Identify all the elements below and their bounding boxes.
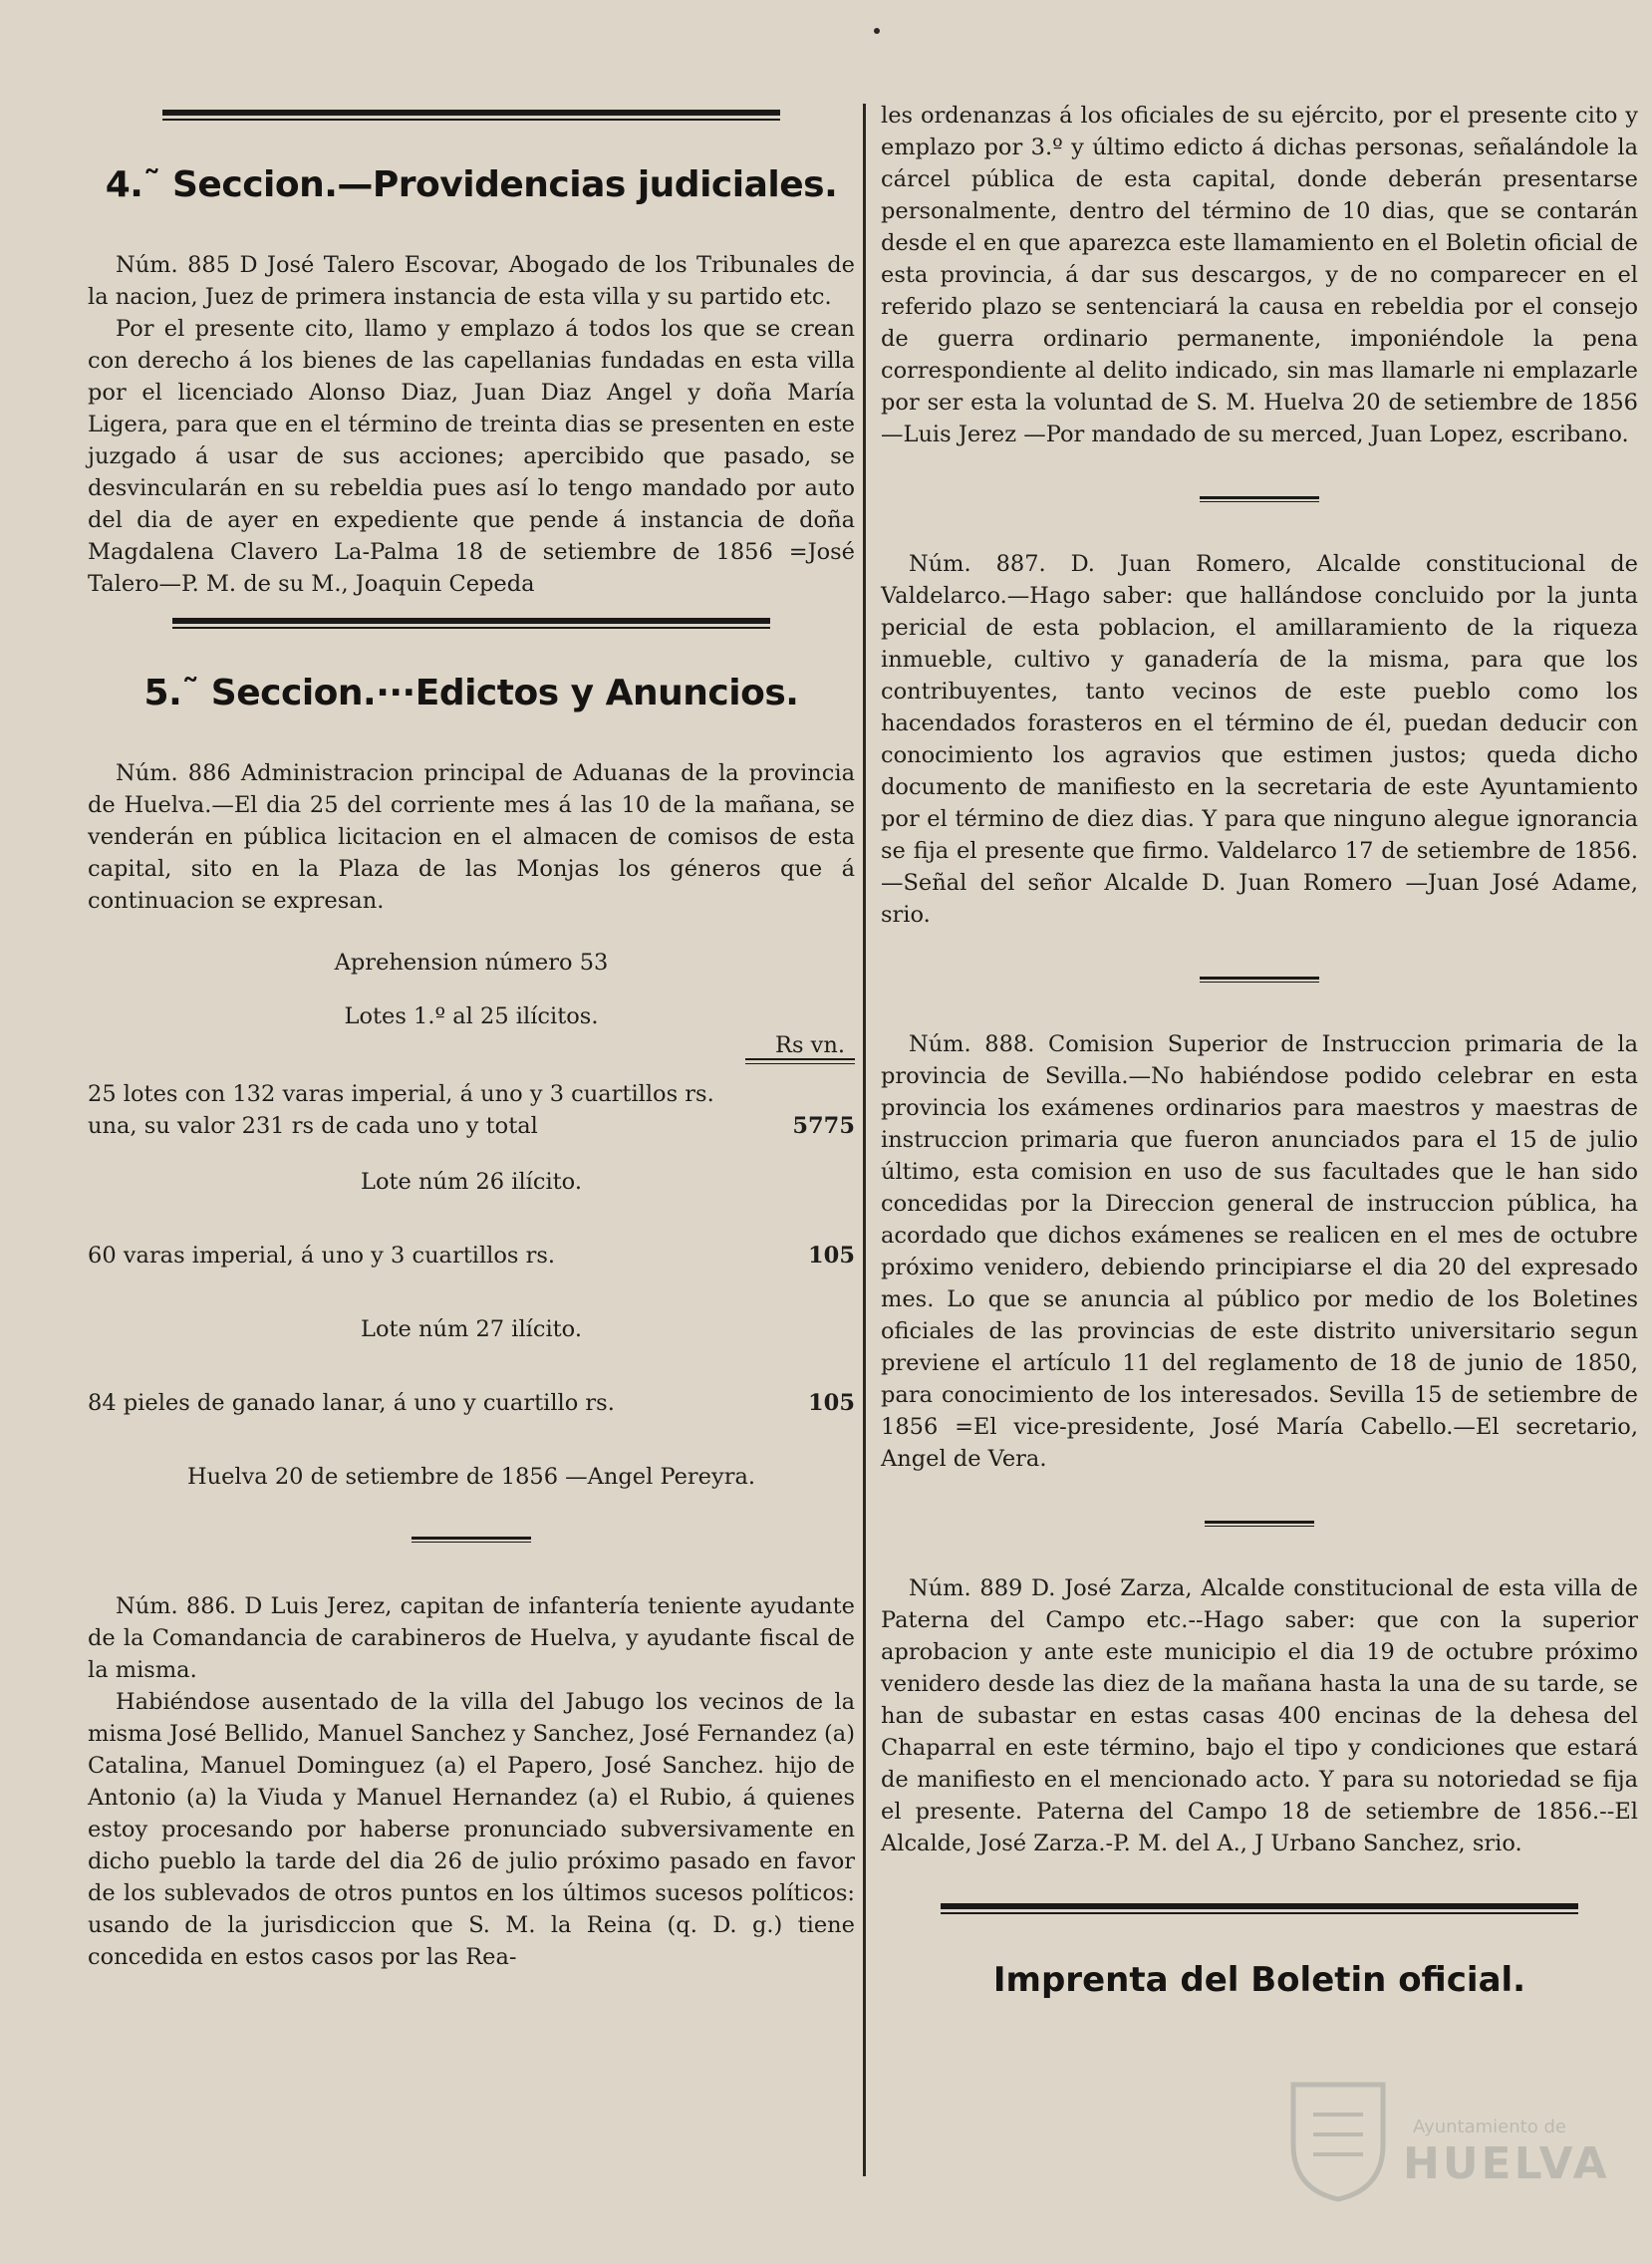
signature-886: Huelva 20 de setiembre de 1856 —Angel Pereyra. <box>186 1464 756 1490</box>
section-5-title: 5.˜ Seccion.···Edictos y Anuncios. <box>143 673 799 713</box>
notice-886-continuation: les ordenanzas á los oficiales de su ejército, por el presente cito y emplazo por 3.º y último edicto á dichas personas, señalándole la cárcel pública de esta capital, donde deberán presentarse personalmente, dentro del término de 10 dias, que se contarán desde el en que aparezca este llamamiento en el Boletin oficial de esta provincia, á dar sus descargos, y de no comparecer en el referido plazo se sentenciará la causa en rebeldia por el consejo de guerra ordinario permanente, imponiéndole la pena correspondiente al delito indicado, sin mas llamarle ni emplazarle por ser esta la voluntad de S. M. Huelva 20 de setiembre de 1856 —Luis Jerez —Por mandado de su merced, Juan Lopez, escribano. <box>881 103 1638 447</box>
watermark-big-text: HUELVA <box>1403 2138 1610 2189</box>
column-divider <box>863 104 866 2176</box>
separator-rule <box>412 1537 531 1543</box>
separator-rule <box>1205 1521 1314 1527</box>
item-description: 25 lotes con 132 varas imperial, á uno y 3 cuartillos rs. una, su valor 231 rs de cada uno y total <box>88 1081 714 1139</box>
list-item <box>88 1078 855 1142</box>
item-description: 60 varas imperial, á uno y 3 cuartillos rs. <box>88 1243 556 1269</box>
aprehension-label: Aprehension número 53 <box>334 950 609 976</box>
notice-886-jerez-body: Habiéndose ausentado de la villa del Jabugo los vecinos de la misma José Bellido, Manuel Sanchez y Sanchez, José Fernandez (a) Catalina, Manuel Dominguez (a) el Papero, José Sanchez. hijo de Antonio (a) la Viuda y Manuel Hernandez (a) el Rubio, á quienes estoy procesando por haberse pronunciado subversivamente en dicho pueblo la tarde del dia 26 de julio próximo pasado en favor de los sublevados de otros puntos en los últimos sucesos políticos: usando de la jurisdiccion que S. M. la Reina (q. D. g.) tiene concedida en estos casos por las Rea- <box>88 1689 855 1970</box>
closing-rule <box>941 1903 1578 1914</box>
lotes-label: Lotes 1.º al 25 ilícitos. <box>344 1003 599 1029</box>
item-description: 84 pieles de ganado lanar, á uno y cuartillo rs. <box>88 1390 615 1416</box>
separator-rule <box>1200 977 1319 983</box>
section-4-title: 4.˜ Seccion.—Providencias judiciales. <box>105 164 838 205</box>
currency-rule <box>745 1058 855 1064</box>
right-column <box>881 100 1638 2000</box>
notice-888: Núm. 888. Comision Superior de Instruccion primaria de la provincia de Sevilla.—No habiéndose podido celebrar en esta provincia los exámenes ordinarios para maestros y maestras de instruccion primaria que fueron anunciados para el 15 de julio último, esta comision en uso de sus facultades que le han sido concedidas por la Direccion general de instruccion pública, ha acordado que dichos exámenes se realicen en el mes de octubre próximo venidero, debiendo principiarse el dia 20 del expresado mes. Lo que se anuncia al público por medio de los Boletines oficiales de las provincias de este distrito universitario segun previene el artículo 11 del reglamento de 18 de junio de 1850, para conocimiento de los interesados. Sevilla 15 de setiembre de 1856 =El vice-presidente, José María Cabello.—El secretario, Angel de Vera. <box>881 1031 1638 1472</box>
separator-rule <box>1200 496 1319 502</box>
notice-889: Núm. 889 D. José Zarza, Alcalde constitucional de esta villa de Paterna del Campo etc.--Hago saber: que con la superior aprobacion y ante este municipio el dia 19 de octubre próximo venidero desde las diez de la mañana hasta la una de su tarde, se han de subastar en estas casas 400 encinas de la dehesa del Chaparral en este término, bajo el tipo y condiciones que estará de manifiesto en el mencionado acto. Y para su notoriedad se fija el presente. Paterna del Campo 18 de setiembre de 1856.--El Alcalde, José Zarza.-P. M. del A., J Urbano Sanchez, srio. <box>881 1575 1638 1856</box>
list-item <box>88 1240 855 1272</box>
list-item <box>88 1387 855 1419</box>
watermark-small-text: Ayuntamiento de <box>1413 2117 1566 2137</box>
section-rule <box>162 110 780 121</box>
printer-imprint: Imprenta del Boletin oficial. <box>992 1960 1526 2000</box>
municipal-watermark <box>1283 2075 1610 2204</box>
notice-886-aduanas: Núm. 886 Administracion principal de Aduanas de la provincia de Huelva.—El dia 25 del corriente mes á las 10 de la mañana, se venderán en pública licitacion en el almacen de comisos de esta capital, sito en la Plaza de las Monjas los géneros que á continuacion se expresan. <box>88 760 855 914</box>
currency-header: Rs vn. <box>775 1032 845 1058</box>
item-amount: 5775 <box>792 1113 855 1139</box>
lote-27-label: Lote núm 27 ilícito. <box>361 1316 582 1342</box>
item-amount: 105 <box>808 1243 855 1269</box>
notice-887: Núm. 887. D. Juan Romero, Alcalde constitucional de Valdelarco.—Hago saber: que hallándose concluido por la junta pericial de esta poblacion, el amillaramiento de la riqueza inmueble, cultivo y ganadería de la misma, para que los contribuyentes, tanto vecinos de este pueblo como los hacendados forasteros en el término de él, puedan deducir con conocimiento los agravios que estimen justos; queda dicho documento de manifiesto en la secretaria de este Ayuntamiento por el término de diez dias. Y para que ninguno alegue ignorancia se fija el presente que firmo. Valdelarco 17 de setiembre de 1856.—Señal del señor Alcalde D. Juan Romero —Juan José Adame, srio. <box>881 551 1638 928</box>
notice-885-body: Por el presente cito, llamo y emplazo á todos los que se crean con derecho á los bienes de las capellanias fundadas en esta villa por el licenciado Alonso Diaz, Juan Diaz Angel y doña María Ligera, para que en el término de treinta dias se presenten en este juzgado á usar de sus acciones; apercibido que pasado, se desvincularán en su rebeldia pues así lo tengo mandado por auto del dia de ayer en expediente que pende á instancia de doña Magdalena Clavero La-Palma 18 de setiembre de 1856 =José Talero—P. M. de su M., Joaquin Cepeda <box>88 316 855 597</box>
item-amount: 105 <box>808 1390 855 1416</box>
lote-26-label: Lote núm 26 ilícito. <box>361 1169 582 1195</box>
notice-885-header: Núm. 885 D José Talero Escovar, Abogado de los Tribunales de la nacion, Juez de primera instancia de esta villa y su partido etc. <box>88 252 855 310</box>
ink-speck <box>874 28 880 34</box>
section-rule <box>172 618 770 629</box>
left-column <box>88 100 855 1973</box>
notice-886-jerez-header: Núm. 886. D Luis Jerez, capitan de infantería teniente ayudante de la Comandancia de carabineros de Huelva, y ayudante fiscal de la misma. <box>88 1593 855 1683</box>
shield-icon <box>1283 2075 1393 2204</box>
